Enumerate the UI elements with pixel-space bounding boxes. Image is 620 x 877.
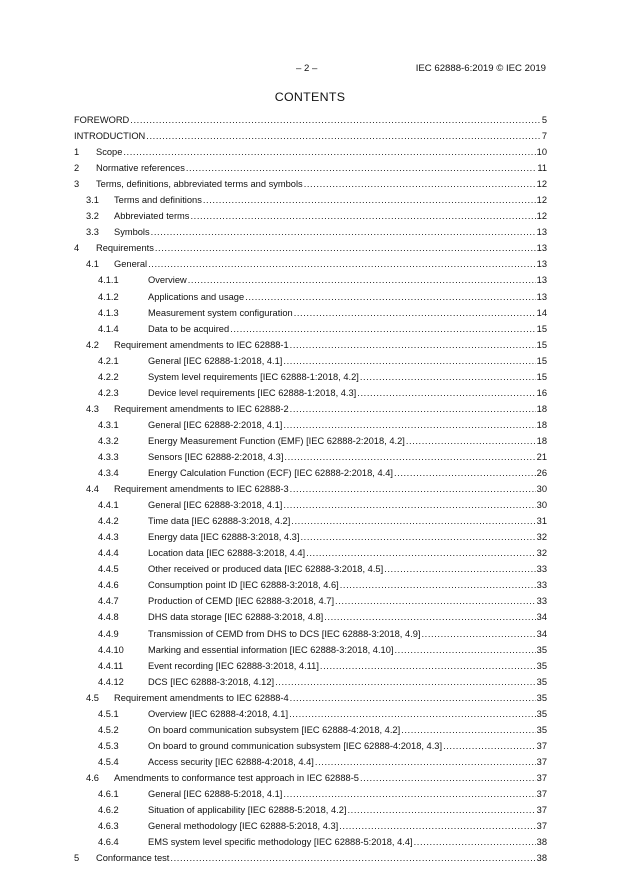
toc-entry-number: 4.4.2 [98,516,119,527]
toc-dot-leader [340,577,536,593]
toc-entry-page: 35 [536,724,547,735]
toc-entry-page: 34 [536,612,547,623]
toc-entry-title: Situation of applicability [IEC 62888-5:2018, 4.2] [148,805,347,816]
toc-dot-leader [384,561,536,577]
toc-dot-leader [283,417,535,433]
toc-entry-page: 33 [536,596,547,607]
toc-dot-leader [283,786,535,802]
toc-entry-title: Applications and usage [148,291,245,302]
toc-entry-number: 4.3.4 [98,468,119,479]
toc-entry[interactable] [74,369,547,385]
toc-dot-leader [170,850,535,866]
toc-entry-page: 37 [536,805,547,816]
page-number: – 2 – [296,63,318,74]
document-id: IEC 62888-6:2019 © IEC 2019 [415,63,546,74]
toc-entry-title: EMS system level specific methodology [IEC 62888-5:2018, 4.4] [148,837,413,848]
toc-entry-page: 18 [536,435,547,446]
toc-entry-number: 4.4.11 [98,660,124,671]
toc-entry[interactable] [74,497,547,513]
toc-entry-number: 4.4.10 [98,644,124,655]
toc-entry-title: Data to be acquired [148,323,230,334]
toc-entry-page: 12 [536,195,547,206]
toc-entry-title: General [114,259,148,270]
toc-entry-number: 4.6.2 [98,805,119,816]
toc-entry-page: 11 [537,163,547,174]
toc-entry-page: 5 [541,115,547,125]
toc-entry-title: General [IEC 62888-3:2018, 4.1] [148,500,283,511]
toc-entry-title: Sensors [IEC 62888-2:2018, 4.3] [148,451,284,462]
toc-entry-number: 4.3.1 [98,419,119,430]
toc-dot-leader [291,513,535,529]
toc-entry-number: 4.4.6 [98,580,119,591]
toc-dot-leader [320,658,536,674]
toc-entry[interactable] [74,609,547,625]
toc-dot-leader [290,401,536,417]
toc-entry-number: 4.1.4 [98,323,119,334]
toc-dot-leader [290,690,536,706]
toc-entry-page: 21 [536,451,547,462]
toc-entry-number: 4.1.1 [98,275,119,286]
toc-entry-title: Energy Calculation Function (ECF) [IEC 62888-2:2018, 4.4] [148,468,393,479]
toc-entry-page: 12 [536,211,547,222]
toc-dot-leader [294,305,536,321]
toc-entry-number: 4.6.4 [98,837,119,848]
toc-entry-page: 35 [536,692,547,703]
toc-entry[interactable] [74,770,547,786]
toc-entry-title: Symbols [114,227,150,238]
toc-entry[interactable] [74,593,547,609]
toc-dot-leader [290,337,536,353]
toc-entry[interactable] [74,738,547,754]
toc-entry-number: 4.4 [86,484,99,495]
toc-entry-number: 4.5.3 [98,740,119,751]
toc-entry[interactable] [74,545,547,561]
toc-dot-leader [360,369,536,385]
toc-entry-page: 16 [536,387,547,398]
toc-entry[interactable] [74,112,547,128]
toc-entry-title: Production of CEMD [IEC 62888-3:2018, 4.7] [148,596,335,607]
toc-entry-title: Normative references [96,163,185,174]
toc-entry-page: 38 [536,853,547,864]
toc-entry-title: General [IEC 62888-1:2018, 4.1] [148,355,283,366]
toc-entry[interactable] [74,208,547,224]
toc-dot-leader [151,224,536,240]
toc-entry-page: 13 [536,291,547,302]
toc-dot-leader [394,465,536,481]
toc-entry-title: On board to ground communication subsystem [IEC 62888-4:2018, 4.3] [148,740,443,751]
toc-entry-page: 35 [536,676,547,687]
toc-entry-page: 35 [536,644,547,655]
toc-entry[interactable] [74,706,547,722]
toc-entry-title: Transmission of CEMD from DHS to DCS [IEC 62888-3:2018, 4.9] [148,628,421,639]
toc-entry-page: 30 [536,484,547,495]
toc-entry-page: 15 [536,323,547,334]
toc-entry-page: 32 [536,532,547,543]
toc-entry-title: General [IEC 62888-5:2018, 4.1] [148,788,283,799]
toc-entry-page: 13 [536,243,547,254]
toc-entry-number: 3.1 [86,195,99,206]
toc-entry-number: 4.4.1 [98,500,119,511]
toc-entry-page: 37 [536,740,547,751]
toc-entry-title: Conformance test [96,853,170,864]
toc-entry[interactable] [74,272,547,288]
toc-entry[interactable] [74,256,547,272]
toc-entry[interactable] [74,176,547,192]
toc-entry-page: 33 [536,580,547,591]
toc-dot-leader [123,144,535,160]
toc-entry-number: 4.2.1 [98,355,119,366]
toc-entry-number: 4.5.2 [98,724,119,735]
toc-entry-page: 15 [536,339,547,350]
toc-entry-number: 4.3.3 [98,451,119,462]
toc-entry[interactable] [74,529,547,545]
toc-entry-number: 3 [74,179,80,190]
toc-entry[interactable] [74,144,547,160]
toc-entry-page: 37 [536,821,547,832]
toc-dot-leader [306,545,536,561]
toc-entry-title: Requirement amendments to IEC 62888-1 [114,339,289,350]
toc-entry-page: 13 [536,259,547,270]
toc-dot-leader [148,256,536,272]
toc-entry-page: 34 [536,628,547,639]
toc-entry-number: 4.5.4 [98,756,119,767]
toc-entry-page: 13 [536,275,547,286]
toc-dot-leader [324,609,535,625]
toc-entry[interactable] [74,321,547,337]
toc-dot-leader [188,272,536,288]
toc-dot-leader [283,497,535,513]
toc-entry-page: 33 [536,564,547,575]
toc-entry[interactable] [74,337,547,353]
toc-entry-title: On board communication subsystem [IEC 62888-4:2018, 4.2] [148,724,401,735]
toc-dot-leader [335,593,536,609]
toc-entry-number: 4.4.9 [98,628,119,639]
toc-entry[interactable] [74,850,547,866]
toc-entry[interactable] [74,433,547,449]
toc-entry-title: Requirements [96,243,154,254]
toc-dot-leader [394,642,535,658]
toc-entry-number: 4.4.3 [98,532,119,543]
toc-entry-number: 4.1.2 [98,291,119,302]
toc-entry[interactable] [74,802,547,818]
toc-entry-title: Event recording [IEC 62888-3:2018, 4.11] [148,660,319,671]
toc-entry-number: 4.4.4 [98,548,119,559]
toc-entry-title: Marking and essential information [IEC 62888-3:2018, 4.10] [148,644,394,655]
toc-entry[interactable] [74,192,547,208]
table-of-contents [74,112,547,866]
toc-dot-leader [443,738,536,754]
toc-entry[interactable] [74,128,547,144]
toc-entry-page: 35 [536,660,547,671]
toc-entry-number: 4.2 [86,339,99,350]
toc-dot-leader [289,706,536,722]
toc-entry-title: Amendments to conformance test approach in IEC 62888-5 [114,772,359,783]
toc-dot-leader [190,208,535,224]
toc-entry-page: 38 [536,837,547,848]
toc-entry-page: 10 [536,147,547,158]
toc-entry-title: General [IEC 62888-2:2018, 4.1] [148,419,283,430]
toc-entry-page: 14 [536,307,547,318]
toc-entry[interactable] [74,674,547,690]
toc-entry-page: 30 [536,500,547,511]
toc-entry-title: Overview [148,275,187,286]
toc-entry-number: 4.6 [86,772,99,783]
toc-entry-number: 3.2 [86,211,99,222]
toc-dot-leader [155,240,536,256]
toc-entry-number: 5 [74,853,80,864]
toc-entry-title: Terms and definitions [114,195,202,206]
toc-entry-page: 12 [536,179,547,190]
toc-dot-leader [357,385,535,401]
toc-entry[interactable] [74,577,547,593]
toc-entry-number: 4 [74,243,80,254]
toc-entry[interactable] [74,289,547,305]
toc-dot-leader [230,321,536,337]
toc-entry-number: 4.1 [86,259,99,270]
toc-entry-title: Overview [IEC 62888-4:2018, 4.1] [148,708,289,719]
toc-entry[interactable] [74,626,547,642]
toc-entry-page: 37 [536,756,547,767]
toc-entry-number: 4.1.3 [98,307,119,318]
toc-entry[interactable] [74,465,547,481]
toc-dot-leader [304,176,536,192]
toc-entry-title: Requirement amendments to IEC 62888-2 [114,403,289,414]
toc-entry-title: INTRODUCTION [74,131,146,142]
toc-dot-leader [401,722,535,738]
toc-entry-title: DCS [IEC 62888-3:2018, 4.12] [148,676,275,687]
toc-entry[interactable] [74,690,547,706]
toc-entry-page: 35 [536,708,547,719]
toc-entry-number: 3.3 [86,227,99,238]
toc-entry[interactable] [74,240,547,256]
toc-entry-page: 7 [541,131,547,142]
toc-entry-number: 4.6.1 [98,788,119,799]
toc-entry[interactable] [74,834,547,850]
toc-entry[interactable] [74,818,547,834]
toc-entry-number: 4.4.12 [98,676,124,687]
toc-entry-page: 37 [536,788,547,799]
toc-entry[interactable] [74,481,547,497]
toc-entry-title: Scope [96,147,123,158]
toc-dot-leader [347,802,535,818]
toc-entry[interactable] [74,385,547,401]
toc-dot-leader [283,353,535,369]
toc-dot-leader [284,449,535,465]
toc-dot-leader [290,481,536,497]
toc-entry[interactable] [74,722,547,738]
toc-entry-title: Time data [IEC 62888-3:2018, 4.2] [148,516,291,527]
toc-entry[interactable] [74,658,547,674]
toc-entry-number: 4.4.5 [98,564,119,575]
toc-entry-number: 2 [74,163,80,174]
toc-entry-page: 15 [536,371,547,382]
toc-entry-page: 37 [536,772,547,783]
toc-entry-title: System level requirements [IEC 62888-1:2018, 4.2] [148,371,359,382]
toc-entry-title: Other received or produced data [IEC 62888-3:2018, 4.5] [148,564,384,575]
toc-dot-leader [245,289,536,305]
toc-entry-title: Abbreviated terms [114,211,190,222]
toc-entry[interactable] [74,160,547,176]
contents-heading: CONTENTS [274,90,346,104]
toc-entry[interactable] [74,561,547,577]
toc-entry-number: 1 [74,147,80,158]
toc-entry[interactable] [74,401,547,417]
toc-entry-title: Location data [IEC 62888-3:2018, 4.4] [148,548,306,559]
toc-dot-leader [300,529,535,545]
toc-entry-title: DHS data storage [IEC 62888-3:2018, 4.8] [148,612,324,623]
toc-entry-number: 4.5.1 [98,708,119,719]
toc-entry[interactable] [74,642,547,658]
toc-dot-leader [315,754,536,770]
toc-entry-number: 4.4.8 [98,612,119,623]
toc-entry-title: Device level requirements [IEC 62888-1:2018, 4.3] [148,387,357,398]
toc-dot-leader [186,160,536,176]
toc-entry-title: Measurement system configuration [148,307,293,318]
toc-entry-title: General methodology [IEC 62888-5:2018, 4.3] [148,821,339,832]
toc-entry-title: Energy Measurement Function (EMF) [IEC 62888-2:2018, 4.2] [148,435,405,446]
toc-entry[interactable] [74,353,547,369]
toc-entry-title: FOREWORD [74,115,130,125]
toc-entry[interactable] [74,449,547,465]
toc-entry[interactable] [74,305,547,321]
toc-entry-number: 4.4.7 [98,596,119,607]
toc-entry-title: Requirement amendments to IEC 62888-4 [114,692,289,703]
toc-entry-page: 18 [536,419,547,430]
toc-dot-leader [146,128,541,144]
toc-dot-leader [406,433,536,449]
toc-entry-page: 18 [536,403,547,414]
toc-entry-page: 15 [536,355,547,366]
toc-entry-title: Consumption point ID [IEC 62888-3:2018, 4.6] [148,580,339,591]
toc-dot-leader [339,818,535,834]
toc-entry-number: 4.5 [86,692,99,703]
toc-entry-title: Terms, definitions, abbreviated terms and symbols [96,179,303,190]
toc-entry-title: Requirement amendments to IEC 62888-3 [114,484,289,495]
toc-dot-leader [275,674,536,690]
toc-entry-number: 4.3 [86,403,99,414]
toc-dot-leader [203,192,536,208]
toc-entry[interactable] [74,786,547,802]
toc-entry-page: 31 [536,516,547,527]
toc-dot-leader [130,112,541,128]
toc-entry-page: 26 [536,468,547,479]
toc-entry[interactable] [74,754,547,770]
toc-entry[interactable] [74,513,547,529]
toc-entry-number: 4.3.2 [98,435,119,446]
toc-entry-number: 4.2.3 [98,387,119,398]
toc-entry-page: 32 [536,548,547,559]
toc-entry-title: Access security [IEC 62888-4:2018, 4.4] [148,756,314,767]
toc-entry[interactable] [74,224,547,240]
toc-entry-number: 4.6.3 [98,821,119,832]
page-header [0,63,620,77]
toc-dot-leader [421,626,535,642]
toc-dot-leader [360,770,536,786]
toc-entry-number: 4.2.2 [98,371,119,382]
toc-entry-page: 13 [536,227,547,238]
toc-entry[interactable] [74,417,547,433]
toc-entry-title: Energy data [IEC 62888-3:2018, 4.3] [148,532,300,543]
toc-dot-leader [414,834,536,850]
